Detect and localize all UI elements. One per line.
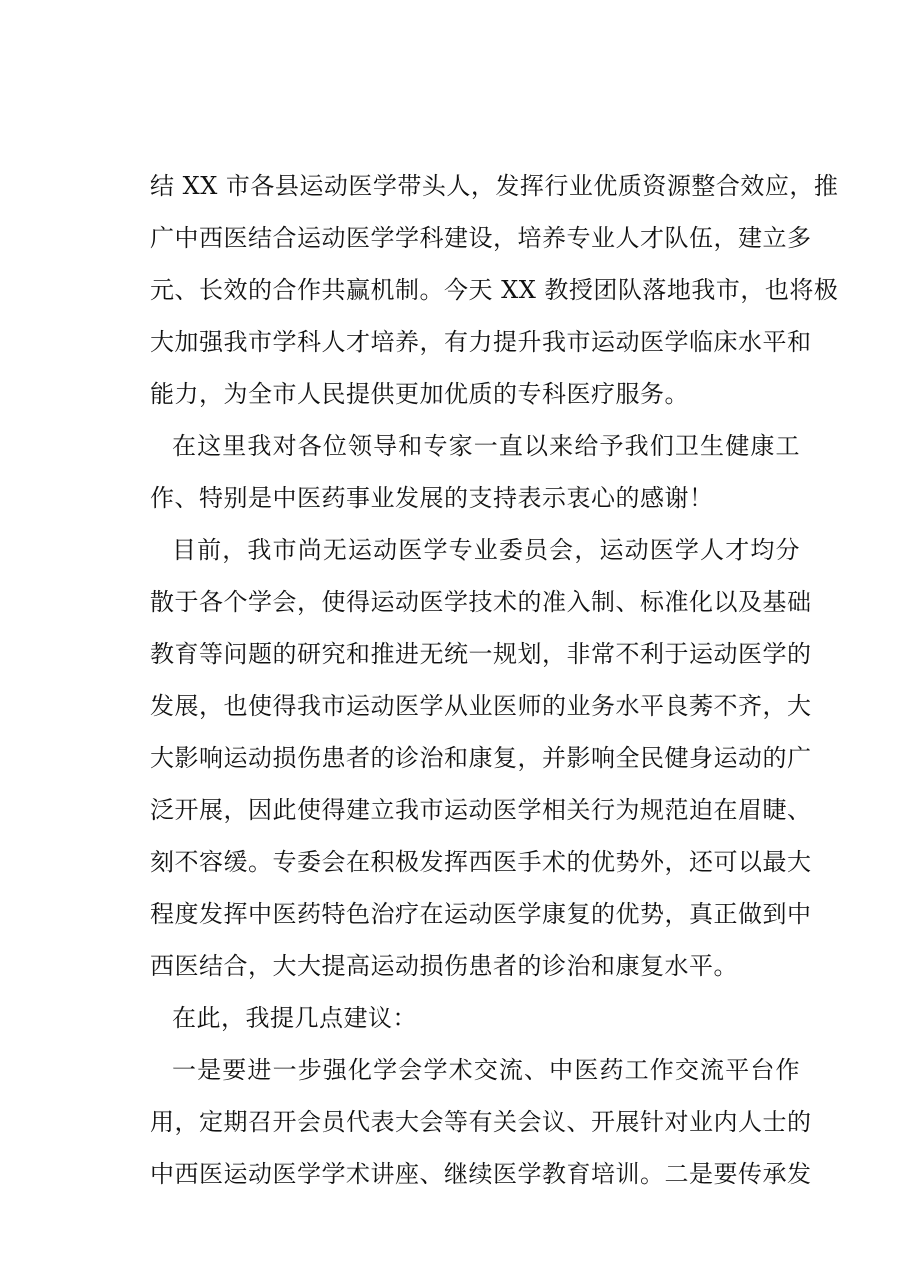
text-line: 大加强我市学科人才培养，有力提升我市运动医学临床水平和 xyxy=(150,328,812,356)
text-line: 发展，也使得我市运动医学从业医师的业务水平良莠不齐，大 xyxy=(150,692,812,720)
text-line: 在这里我对各位领导和专家一直以来给予我们卫生健康工 xyxy=(172,432,800,460)
text-line: 目前，我市尚无运动医学专业委员会，运动医学人才均分 xyxy=(172,536,800,564)
paragraph xyxy=(150,420,800,524)
text-line: 散于各个学会，使得运动医学技术的准入制、标准化以及基础 xyxy=(150,588,812,616)
text-line: 刻不容缓。专委会在积极发挥西医手术的优势外，还可以最大 xyxy=(150,848,812,876)
text-line: 一是要进一步强化学会学术交流、中医药工作交流平台作 xyxy=(172,1056,800,1084)
paragraph xyxy=(150,992,800,1044)
body-text xyxy=(150,160,839,1200)
text-line: 在此，我提几点建议： xyxy=(172,1004,417,1032)
paragraph xyxy=(150,524,812,992)
text-line: 结 XX 市各县运动医学带头人，发挥行业优质资源整合效应，推 xyxy=(150,172,839,200)
text-line: 能力，为全市人民提供更加优质的专科医疗服务。 xyxy=(150,380,689,408)
text-line: 作、特别是中医药事业发展的支持表示衷心的感谢！ xyxy=(150,484,714,512)
text-line: 教育等问题的研究和推进无统一规划，非常不利于运动医学的 xyxy=(150,640,812,668)
text-line: 程度发挥中医药特色治疗在运动医学康复的优势，真正做到中 xyxy=(150,900,812,928)
text-line: 大影响运动损伤患者的诊治和康复，并影响全民健身运动的广 xyxy=(150,744,812,772)
text-line: 用，定期召开会员代表大会等有关会议、开展针对业内人士的 xyxy=(150,1108,812,1136)
text-line: 泛开展，因此使得建立我市运动医学相关行为规范迫在眉睫、 xyxy=(150,796,812,824)
paragraph xyxy=(150,160,839,420)
paragraph xyxy=(150,1044,812,1200)
text-line: 中西医运动医学学术讲座、继续医学教育培训。二是要传承发 xyxy=(150,1160,812,1188)
text-line: 西医结合，大大提高运动损伤患者的诊治和康复水平。 xyxy=(150,952,738,980)
text-line: 元、长效的合作共赢机制。今天 XX 教授团队落地我市，也将极 xyxy=(150,276,839,304)
text-line: 广中西医结合运动医学学科建设，培养专业人才队伍，建立多 xyxy=(150,224,812,252)
